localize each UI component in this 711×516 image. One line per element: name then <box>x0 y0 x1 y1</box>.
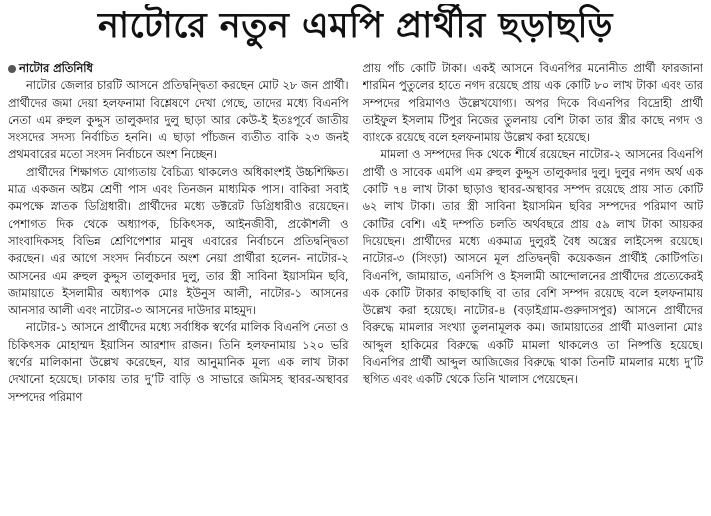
paragraph: মামলা ও সম্পদের দিক থেকে শীর্ষে রয়েছেন নাটোর-২ আসনের বিএনপি প্রার্থী ও সাবেক এমপি এম রুহুল কুদ্দুস তালুকদার দুলু। দুলুর নগদ অর্থ এক কোটি ৭৪ লাখ টাকা ছাড়াও স্থাবর-অস্থাবর সম্পদ রয়েছে প্রায় সাত কোটি ৬২ লাখ টাকা। তার স্ত্রী সাবিনা ইয়াসমিন ছবির সম্পদের পরিমাণ আট কোটির বেশি। এই দম্পতি চলতি অর্থবছরে প্রায় ৫৯ লাখ টাকা আয়কর দিয়েছেন। প্রার্থীদের মধ্যে একমাত্র দুলুরই বৈধ অস্ত্রের লাইসেন্স রয়েছে। নাটোর-৩ (সিংড়া) আসনে মূল প্রতিদ্বন্দ্বী কয়েকজন প্রার্থীই কোটিপতি। বিএনপি, জামায়াত, এনসিপি ও ইসলামী আন্দোলনের প্রার্থীদের প্রত্যেকেরই এক কোটি টাকার কাছাকাছি বা তার বেশি সম্পদ রয়েছে বলে হলফনামায় উল্লেখ করা হয়েছে। নাটোর-৪ (বড়াইগ্রাম-গুরুদাসপুর) আসনে প্রার্থীদের বিরুদ্ধে মামলার সংখ্যা তুলনামূলক কম। জামায়াতের প্রার্থী মাওলানা মোঃ আব্দুল হাকিমের বিরুদ্ধে একটি মামলা থাকলেও তা নিষ্পত্তি হয়েছে। বিএনপির প্রার্থী আব্দুল আজিজের বিরুদ্ধে থাকা তিনটি মামলার মধ্যে দু’টি স্থগিত এবং একটি থেকে তিনি খালাস পেয়েছেন। <box>362 148 703 387</box>
headline: নাটোরে নতুন এমপি প্রার্থীর ছড়াছড়ি <box>97 6 613 46</box>
paragraph: প্রার্থীদের শিক্ষাগত যোগ্যতায় বৈচিত্র্য থাকলেও অধিকাংশই উচ্চশিক্ষিত। মাত্র একজন অষ্টম শ্রেণী পাস এবং তিনজন মাধ্যমিক পাস। বাকিরা সবাই কমপক্ষে স্নাতক ডিগ্রিধারী। প্রার্থীদের মধ্যে ডক্টরেট ডিগ্রিধারীও রয়েছেন। পেশাগত দিক থেকে অধ্যাপক, চিকিৎসক, আইনজীবী, প্রকৌশলী ও সাংবাদিকসহ বিভিন্ন শ্রেণিপেশার মানুষ এবারের নির্বাচনে প্রতিদ্বন্দ্বিতা করছেন। এর আগে সংসদ নির্বাচনে অংশ নেয়া প্রার্থীরা হলেন- নাটোর-২ আসনের এম রুহুল কুদ্দুস তালুকদার দুলু, তার স্ত্রী সাবিনা ইয়াসমিন ছবি, জামায়াতে ইসলামীর অধ্যাপক মোঃ ইউনুস আলী, নাটোর-১ আসনের আনসার আলী এবং নাটোর-৩ আসনের দাউদার মাহমুদ। <box>8 165 349 318</box>
right-column <box>363 60 704 508</box>
left-column <box>8 60 349 508</box>
paragraph: প্রায় পাঁচ কোটি টাকা। একই আসনে বিএনপির মনোনীত প্রার্থী ফারজানা শারমিন পুতুলের হাতে নগদ রয়েছে প্রায় এক কোটি ৮০ লাখ টাকা এবং তার সম্পদের পরিমাণও উল্লেখযোগ্য। অপর দিকে বিএনপির বিদ্রোহী প্রার্থী তাইফুল ইসলাম টিপুর নিজের তুলনায় বেশি টাকা তার স্ত্রীর কাছে নগদ ও ব্যাংকে রয়েছে বলে হলফনামায় উল্লেখ করা হয়েছে। <box>362 62 703 145</box>
byline-text: নাটোর প্রতিনিধি <box>19 62 93 75</box>
bullet-icon <box>8 65 16 73</box>
paragraph: নাটোর জেলার চারটি আসনে প্রতিদ্বন্দ্বিতা করছেন মোট ২৮ জন প্রার্থী। প্রার্থীদের জমা দেয়া হলফনামা বিশ্লেষণে দেখা গেছে, তাদের মধ্যে বিএনপি নেতা এম রুহুল কুদ্দুস তালুকদার দুলু ছাড়া আর কেউ-ই ইতঃপূর্বে জাতীয় সংসদের সদস্য নির্বাচিত হননি। এ ছাড়া পাঁচজন ব্যতীত বাকি ২৩ জনই প্রথমবারের মতো সংসদ নির্বাচনে অংশ নিচ্ছেন। <box>8 79 349 162</box>
paragraph: নাটোর-১ আসনে প্রার্থীদের মধ্যে সর্বাধিক স্বর্ণের মালিক বিএনপি নেতা ও চিকিৎসক মোহাম্মদ ইয়াসিন আরশাদ রাজন। তিনি হলফনামায় ১২০ ভরি স্বর্ণের মালিকানা উল্লেখ করেছেন, যার আনুমানিক মূল্য এক লাখ টাকা দেখানো হয়েছে। ঢাকায় তার দু’টি বাড়ি ও সাভারে জমিসহ স্থাবর-অস্থাবর সম্পদের পরিমাণ <box>8 321 349 404</box>
article-body <box>8 60 703 508</box>
byline <box>8 60 349 77</box>
